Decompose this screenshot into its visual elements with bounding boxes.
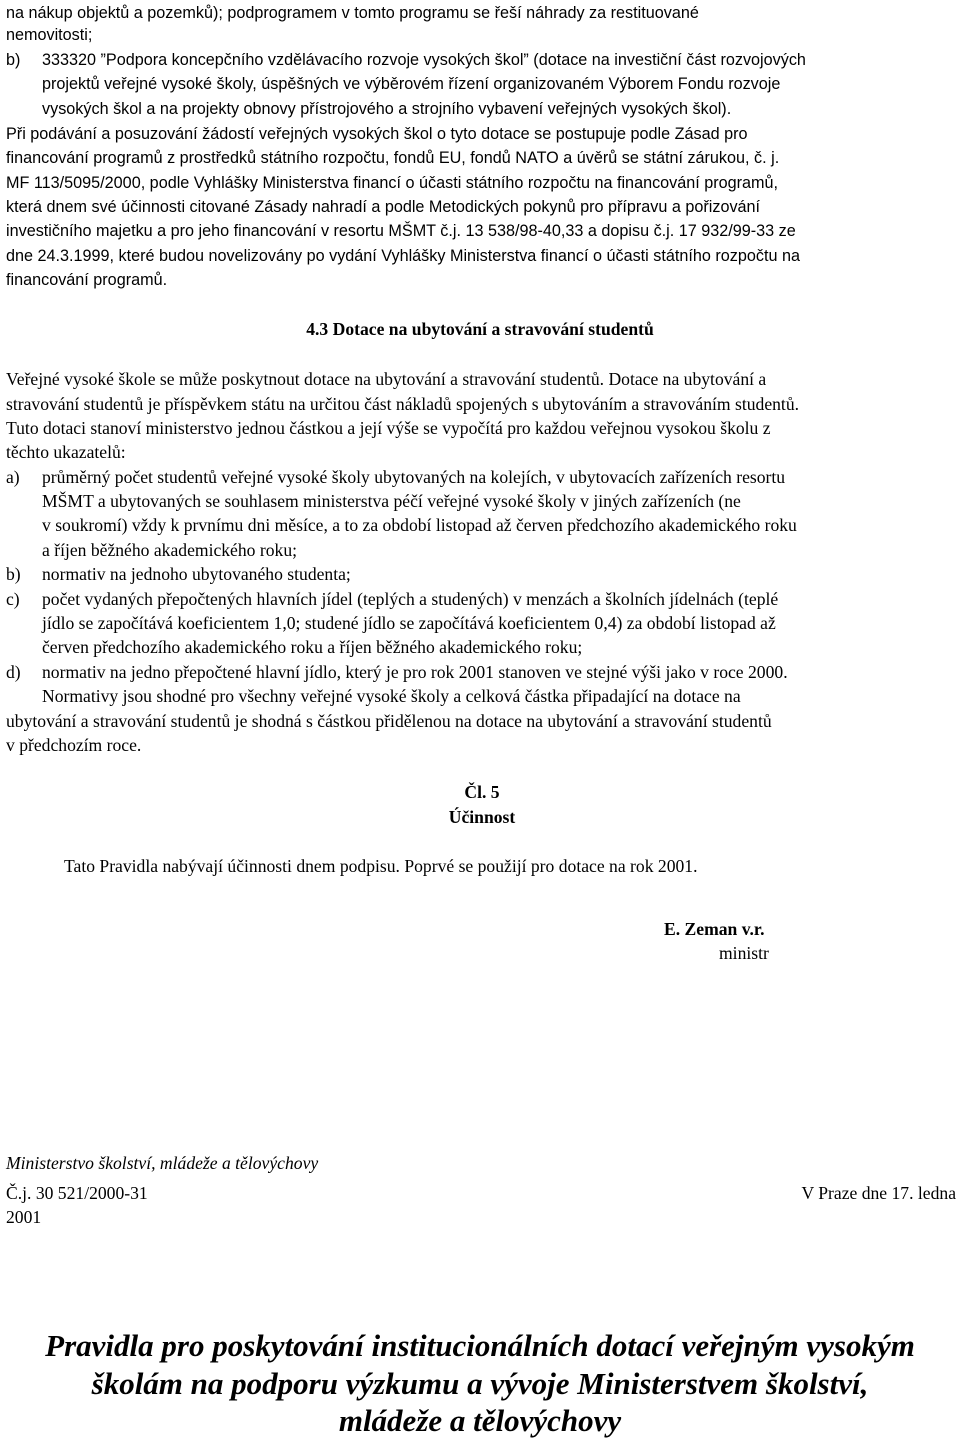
text-line: Tato Pravidla nabývají účinnosti dnem podpisu. Poprvé se použijí pro dotace na rok 2001. xyxy=(64,856,698,876)
reference-number: Č.j. 30 521/2000-31 xyxy=(6,1183,148,1203)
ministry-name: Ministerstvo školství, mládeže a tělovýchovy xyxy=(6,1153,319,1173)
text-line: MŠMT a ubytovaných se souhlasem ministerstva péčí veřejné vysoké školy v jiných zařízeních (ne xyxy=(42,491,741,511)
text-line: počet vydaných přepočtených hlavních jídel (teplých a studených) v menzách a školních jídelnách (teplé xyxy=(42,589,779,609)
text-line: normativ na jedno přepočtené hlavní jídlo, který je pro rok 2001 stanoven ve stejné výši jako v roce 2000. xyxy=(42,662,788,682)
text-line: červen předchozího akademického roku a říjen běžného akademického roku; xyxy=(42,637,583,657)
signature-role: ministr xyxy=(719,943,769,963)
text-line: financování programů. xyxy=(6,271,168,289)
text-line: projektů veřejné vysoké školy, úspěšných ve výběrovém řízení organizovaném Výborem Fondu rozvoje xyxy=(42,75,781,93)
list-marker: a) xyxy=(6,467,20,487)
text-line: která dnem své účinnosti citované Zásady nahradí a podle Metodických pokynů pro přípravu a pořizování xyxy=(6,198,761,216)
text-line: ubytování a stravování studentů je shodná s částkou přidělenou na dotace na ubytování a stravování studentů xyxy=(6,711,772,731)
text-line: Normativy jsou shodné pro všechny veřejné vysoké školy a celková částka připadající na dotace na xyxy=(42,686,741,706)
document-title-line-3: mládeže a tělovýchovy xyxy=(338,1403,622,1438)
list-marker: b) xyxy=(6,564,21,584)
text-line: normativ na jednoho ubytovaného studenta; xyxy=(42,564,351,584)
document-title-line-2: školám na podporu výzkumu a vývoje Ministerstvem školství, xyxy=(91,1366,869,1401)
text-line: stravování studentů je příspěvkem státu na určitou část nákladů spojených s ubytováním a stravováním studentů. xyxy=(6,394,800,414)
text-line: na nákup objektů a pozemků); podprogramem v tomto programu se řeší náhrady za restituované xyxy=(6,4,699,22)
text-line: nemovitosti; xyxy=(6,26,93,44)
section-heading: 4.3 Dotace na ubytování a stravování studentů xyxy=(306,319,654,339)
year: 2001 xyxy=(6,1207,42,1227)
list-marker: b) xyxy=(6,51,21,69)
text-line: MF 113/5095/2000, podle Vyhlášky Ministerstva financí o účasti státního rozpočtu na financování programů, xyxy=(6,174,779,192)
text-line: financování programů z prostředků státního rozpočtu, fondů EU, fondů NATO a úvěrů se státní zárukou, č. j. xyxy=(6,149,780,167)
article-number: Čl. 5 xyxy=(464,782,500,802)
place-date: V Praze dne 17. ledna xyxy=(801,1183,956,1203)
document-title-line-1: Pravidla pro poskytování institucionálních dotací veřejným vysokým xyxy=(45,1328,915,1363)
article-title: Účinnost xyxy=(448,807,516,827)
text-line: vysokých škol a na projekty obnovy přístrojového a strojního vybavení veřejných vysokých škol). xyxy=(42,100,732,118)
text-line: těchto ukazatelů: xyxy=(6,442,126,462)
text-line: v soukromí) vždy k prvnímu dni měsíce, a to za období listopad až červen předchozího akademického roku xyxy=(42,515,797,535)
text-line: 333320 ”Podpora koncepčního vzdělávacího rozvoje vysokých škol” (dotace na investiční část rozvojových xyxy=(42,51,806,69)
text-line: Při podávání a posuzování žádostí veřejných vysokých škol o tyto dotace se postupuje podle Zásad pro xyxy=(6,125,748,143)
list-marker: c) xyxy=(6,589,20,609)
text-line: průměrný počet studentů veřejné vysoké školy ubytovaných na kolejích, v ubytovacích zařízeních resortu xyxy=(42,467,786,487)
text-line: dne 24.3.1999, které budou novelizovány po vydání Vyhlášky Ministerstva financí o účasti státního rozpočtu na xyxy=(6,247,800,265)
text-line: jídlo se započítává koeficientem 1,0; studené jídlo se započítává koeficientem 0,4) za období listopad až xyxy=(42,613,776,633)
list-marker: d) xyxy=(6,662,21,682)
text-line: v předchozím roce. xyxy=(6,735,142,755)
text-line: investičního majetku a pro jeho financování v resortu MŠMT č.j. 13 538/98-40,33 a dopisu č.j. 17 932/99-33 ze xyxy=(6,222,796,240)
signature-name: E. Zeman v.r. xyxy=(664,919,765,939)
text-line: a říjen běžného akademického roku; xyxy=(42,540,297,560)
text-line: Tuto dotaci stanoví ministerstvo jednou částkou a její výše se vypočítá pro každou veřejnou vysokou školu z xyxy=(6,418,771,438)
text-line: Veřejné vysoké škole se může poskytnout dotace na ubytování a stravování studentů. Dotace na ubytování a xyxy=(6,369,767,389)
